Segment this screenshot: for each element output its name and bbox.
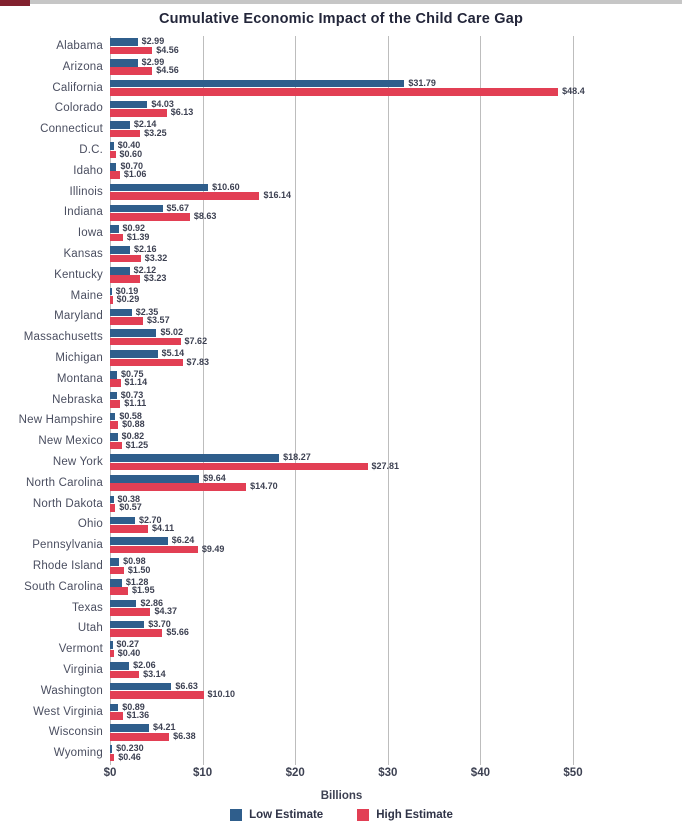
legend-item-high xyxy=(357,809,453,821)
x-axis-label: Billions xyxy=(320,790,363,802)
top-accent-bar xyxy=(0,0,682,4)
low-estimate-bar xyxy=(110,680,198,691)
high-estimate-bar xyxy=(110,127,167,138)
state-label: Wisconsin xyxy=(48,726,103,739)
low-estimate-bar xyxy=(110,264,157,275)
low-estimate-bar xyxy=(110,181,240,192)
state-bars xyxy=(110,473,573,494)
chart-row xyxy=(0,78,682,99)
high-value-label: $10.10 xyxy=(207,689,236,700)
low-value-label: $2.99 xyxy=(141,36,165,47)
low-value-label: $2.99 xyxy=(141,56,165,67)
low-value-label: $10.60 xyxy=(212,181,240,192)
high-estimate-bar xyxy=(110,294,140,305)
low-value-label: $2.70 xyxy=(139,514,162,525)
low-estimate-bar xyxy=(110,119,157,130)
high-estimate-bar xyxy=(110,211,217,222)
high-value-label: $0.57 xyxy=(119,502,142,513)
low-value-label: $31.79 xyxy=(408,77,436,88)
high-value-label: $1.50 xyxy=(127,564,151,575)
low-estimate-bar xyxy=(110,452,311,463)
x-tick-label: $10 xyxy=(193,767,213,779)
low-value-label: $0.230 xyxy=(116,743,144,754)
high-value-label: $0.40 xyxy=(117,647,141,658)
chart-row xyxy=(0,660,682,681)
chart-row xyxy=(0,598,682,619)
state-bars xyxy=(110,556,573,577)
high-estimate-bar xyxy=(110,543,225,554)
low-estimate-bar xyxy=(110,597,163,608)
x-tick-label: $20 xyxy=(285,767,305,779)
low-estimate-bar xyxy=(110,140,141,151)
state-label: Montana xyxy=(56,372,103,385)
low-estimate-bar xyxy=(110,348,185,359)
chart-row xyxy=(0,494,682,515)
state-bars xyxy=(110,681,573,702)
high-estimate-bar xyxy=(110,751,141,762)
low-estimate-bar xyxy=(110,431,145,442)
high-estimate-bar xyxy=(110,585,155,596)
high-estimate-bar xyxy=(110,107,194,118)
chart-row xyxy=(0,369,682,390)
low-estimate-bar xyxy=(110,36,165,47)
state-label: New Hampshire xyxy=(18,414,103,427)
state-label: Kentucky xyxy=(54,268,103,281)
high-value-label: $9.49 xyxy=(201,543,225,554)
low-value-label: $3.70 xyxy=(148,618,171,629)
low-estimate-bar xyxy=(110,160,143,171)
state-label: Kansas xyxy=(63,247,103,260)
state-bars xyxy=(110,743,573,764)
low-estimate-bar xyxy=(110,493,141,504)
low-value-label: $9.64 xyxy=(203,472,226,483)
high-value-label: $0.60 xyxy=(119,148,143,159)
high-value-label: $3.14 xyxy=(143,668,166,679)
high-value-label: $4.56 xyxy=(156,65,179,76)
chart-row xyxy=(0,140,682,161)
high-estimate-bar xyxy=(110,647,141,658)
high-estimate-bar xyxy=(110,523,175,534)
chart-row xyxy=(0,473,682,494)
low-value-label: $0.73 xyxy=(120,389,144,400)
chart-row xyxy=(0,743,682,764)
chart-row xyxy=(0,265,682,286)
low-estimate-bar xyxy=(110,327,184,338)
low-value-label: $0.89 xyxy=(122,701,145,712)
chart-row xyxy=(0,452,682,473)
high-estimate-bar xyxy=(110,169,147,180)
state-label: Indiana xyxy=(63,206,103,219)
legend-swatch-high xyxy=(357,809,369,821)
legend-label-high: High Estimate xyxy=(376,809,453,821)
high-value-label: $6.13 xyxy=(170,107,194,118)
state-label: Rhode Island xyxy=(32,559,103,572)
high-estimate-bar xyxy=(110,86,585,97)
state-bars xyxy=(110,639,573,660)
state-label: Massachusetts xyxy=(23,331,103,344)
low-estimate-bar xyxy=(110,285,139,296)
state-bars xyxy=(110,452,573,473)
low-estimate-bar xyxy=(110,660,156,671)
chart-row xyxy=(0,681,682,702)
high-estimate-bar xyxy=(110,44,179,55)
state-label: North Carolina xyxy=(26,476,103,489)
low-estimate-bar xyxy=(110,556,146,567)
high-estimate-bar xyxy=(110,315,170,326)
high-value-label: $1.39 xyxy=(126,231,150,242)
chart-row xyxy=(0,577,682,598)
legend-item-low xyxy=(230,809,323,821)
high-estimate-bar xyxy=(110,356,210,367)
low-estimate-bar xyxy=(110,576,149,587)
chart-row xyxy=(0,98,682,119)
state-label: Utah xyxy=(77,622,103,635)
state-label: Nebraska xyxy=(52,393,103,406)
high-value-label: $7.83 xyxy=(186,356,210,367)
state-label: New Mexico xyxy=(38,435,103,448)
low-estimate-bar xyxy=(110,306,159,317)
chart-row xyxy=(0,182,682,203)
low-estimate-bar xyxy=(110,223,146,234)
high-value-label: $7.62 xyxy=(184,335,208,346)
low-estimate-bar xyxy=(110,98,174,109)
high-estimate-bar xyxy=(110,273,167,284)
state-bars xyxy=(110,36,573,57)
high-value-label: $0.88 xyxy=(122,419,145,430)
low-value-label: $2.16 xyxy=(134,244,157,255)
high-value-label: $27.81 xyxy=(371,460,400,471)
state-bars xyxy=(110,98,573,119)
high-value-label: $1.36 xyxy=(126,710,150,721)
low-value-label: $4.03 xyxy=(151,98,174,109)
high-value-label: $6.38 xyxy=(173,730,196,741)
state-label: Ohio xyxy=(77,518,103,531)
high-estimate-bar xyxy=(110,398,147,409)
high-estimate-bar xyxy=(110,419,145,430)
state-label: Virginia xyxy=(63,663,103,676)
state-bars xyxy=(110,77,585,99)
state-label: Colorado xyxy=(54,102,103,115)
high-value-label: $3.32 xyxy=(144,252,168,263)
state-bars xyxy=(110,306,573,327)
high-estimate-bar xyxy=(110,190,291,201)
state-label: Vermont xyxy=(58,643,103,656)
low-value-label: $1.28 xyxy=(125,576,149,587)
high-value-label: $1.25 xyxy=(125,439,149,450)
chart-title: Cumulative Economic Impact of the Child Care Gap xyxy=(158,11,524,27)
state-bars xyxy=(110,348,573,369)
chart-row xyxy=(0,57,682,78)
high-estimate-bar xyxy=(110,668,166,679)
low-value-label: $0.40 xyxy=(117,140,141,151)
state-label: Maryland xyxy=(54,310,103,323)
state-bars xyxy=(110,702,573,723)
high-estimate-bar xyxy=(110,502,142,513)
state-bars xyxy=(110,535,573,556)
state-label: Alabama xyxy=(56,40,103,52)
low-estimate-bar xyxy=(110,472,226,483)
chart-row xyxy=(0,556,682,577)
state-label: West Virginia xyxy=(33,705,103,718)
chart-row xyxy=(0,410,682,431)
chart-rows xyxy=(0,36,682,764)
low-estimate-bar xyxy=(110,722,176,733)
chart-row xyxy=(0,286,682,307)
state-label: New York xyxy=(52,455,103,468)
chart-row xyxy=(0,36,682,57)
low-value-label: $0.92 xyxy=(122,223,146,234)
high-estimate-bar xyxy=(110,564,151,575)
state-label: Michigan xyxy=(55,351,103,364)
high-value-label: $4.37 xyxy=(154,606,177,617)
low-value-label: $0.70 xyxy=(120,160,143,171)
low-estimate-bar xyxy=(110,618,171,629)
high-estimate-bar xyxy=(110,481,278,492)
low-value-label: $0.98 xyxy=(123,556,146,567)
legend-label-low: Low Estimate xyxy=(249,809,324,821)
high-value-label: $16.14 xyxy=(263,190,291,201)
low-estimate-bar xyxy=(110,514,162,525)
high-estimate-bar xyxy=(110,710,150,721)
high-value-label: $1.14 xyxy=(124,377,148,388)
low-value-label: $2.14 xyxy=(133,119,157,130)
high-value-label: $3.23 xyxy=(143,273,167,284)
low-value-label: $0.27 xyxy=(116,639,140,650)
low-value-label: $5.14 xyxy=(161,348,185,359)
high-value-label: $1.11 xyxy=(124,398,147,409)
x-tick-label: $0 xyxy=(103,767,117,779)
high-estimate-bar xyxy=(110,377,148,388)
high-value-label: $1.95 xyxy=(132,585,155,596)
x-tick-label: $30 xyxy=(378,767,398,779)
low-estimate-bar xyxy=(110,639,140,650)
high-estimate-bar xyxy=(110,460,400,471)
state-label: North Dakota xyxy=(32,497,103,510)
low-value-label: $0.82 xyxy=(121,431,145,442)
high-estimate-bar xyxy=(110,627,189,637)
state-label: South Carolina xyxy=(24,580,103,593)
state-bars xyxy=(110,182,573,203)
state-label: Washington xyxy=(40,684,103,697)
low-value-label: $0.19 xyxy=(115,285,139,296)
x-tick-label: $40 xyxy=(470,767,490,779)
chart-row xyxy=(0,431,682,452)
chart-row xyxy=(0,618,682,639)
low-estimate-bar xyxy=(110,56,165,67)
low-value-label: $0.38 xyxy=(117,493,141,504)
high-estimate-bar xyxy=(110,689,236,700)
high-estimate-bar xyxy=(110,231,150,242)
state-label: Pennsylvania xyxy=(32,539,103,552)
state-bars xyxy=(110,119,573,140)
low-value-label: $5.67 xyxy=(166,202,190,213)
legend-swatch-low xyxy=(230,809,242,821)
chart-row xyxy=(0,306,682,327)
state-bars xyxy=(110,369,573,390)
state-label: Connecticut xyxy=(40,123,103,136)
high-value-label: $0.46 xyxy=(118,751,141,762)
chart-row xyxy=(0,244,682,265)
chart-row xyxy=(0,702,682,723)
high-value-label: $48.4 xyxy=(562,86,585,97)
high-estimate-bar xyxy=(110,606,177,617)
chart-row xyxy=(0,639,682,660)
state-bars xyxy=(110,618,573,639)
state-bars xyxy=(110,327,573,348)
low-estimate-bar xyxy=(110,389,144,400)
state-bars xyxy=(110,390,573,411)
chart-row xyxy=(0,223,682,244)
state-bars xyxy=(110,140,573,161)
low-estimate-bar xyxy=(110,244,157,255)
low-value-label: $2.86 xyxy=(140,597,163,608)
top-accent-red-mark xyxy=(0,0,30,6)
state-bars xyxy=(110,494,573,515)
high-value-label: $4.56 xyxy=(156,44,179,55)
low-estimate-bar xyxy=(110,202,190,213)
state-bars xyxy=(110,286,573,307)
high-value-label: $1.06 xyxy=(123,169,147,180)
chart-row xyxy=(0,161,682,182)
state-bars xyxy=(110,410,573,431)
state-label: Wyoming xyxy=(53,747,103,760)
low-value-label: $4.21 xyxy=(152,722,176,733)
low-value-label: $6.63 xyxy=(175,680,198,691)
low-value-label: $2.12 xyxy=(133,264,157,275)
chart-row xyxy=(0,202,682,223)
low-estimate-bar xyxy=(110,410,142,421)
state-bars xyxy=(110,660,573,681)
high-value-label: $5.66 xyxy=(166,627,189,637)
x-tick-label: $50 xyxy=(563,767,583,779)
state-bars xyxy=(110,161,573,182)
low-estimate-bar xyxy=(110,535,195,546)
state-label: Illinois xyxy=(69,185,103,198)
state-bars xyxy=(110,577,573,598)
low-value-label: $2.35 xyxy=(135,306,159,317)
state-label: Maine xyxy=(70,289,103,302)
low-estimate-bar xyxy=(110,701,145,712)
high-value-label: $0.29 xyxy=(116,294,140,305)
low-value-label: $2.06 xyxy=(133,660,156,671)
state-label: Texas xyxy=(71,601,103,614)
state-bars xyxy=(110,598,573,619)
chart-row xyxy=(0,327,682,348)
high-estimate-bar xyxy=(110,65,179,76)
low-estimate-bar xyxy=(110,77,436,88)
low-estimate-bar xyxy=(110,743,144,754)
chart-row xyxy=(0,119,682,140)
low-estimate-bar xyxy=(110,368,144,379)
high-estimate-bar xyxy=(110,148,143,159)
high-estimate-bar xyxy=(110,335,208,346)
state-bars xyxy=(110,202,573,223)
chart-row xyxy=(0,514,682,535)
chart-row xyxy=(0,535,682,556)
high-value-label: $8.63 xyxy=(193,211,217,222)
state-label: California xyxy=(52,81,103,94)
state-bars xyxy=(110,431,573,452)
low-value-label: $0.75 xyxy=(120,368,144,379)
state-bars xyxy=(110,57,573,78)
state-label: Arizona xyxy=(62,60,103,73)
high-value-label: $3.25 xyxy=(144,127,167,138)
high-value-label: $4.11 xyxy=(152,523,175,534)
low-value-label: $18.27 xyxy=(283,452,311,463)
state-label: Idaho xyxy=(73,164,103,177)
chart-row xyxy=(0,348,682,369)
state-bars xyxy=(110,514,573,535)
high-value-label: $3.57 xyxy=(147,315,170,326)
state-label: D.C. xyxy=(79,143,103,156)
high-estimate-bar xyxy=(110,439,149,450)
state-label: Iowa xyxy=(77,227,103,240)
state-bars xyxy=(110,244,573,265)
low-value-label: $6.24 xyxy=(171,535,195,546)
low-value-label: $0.58 xyxy=(119,410,142,421)
low-value-label: $5.02 xyxy=(160,327,184,338)
chart-row xyxy=(0,390,682,411)
state-bars xyxy=(110,265,573,286)
high-value-label: $14.70 xyxy=(250,481,278,492)
high-estimate-bar xyxy=(110,252,168,263)
state-bars xyxy=(110,722,573,743)
chart-row xyxy=(0,722,682,743)
state-bars xyxy=(110,223,573,244)
x-axis xyxy=(103,767,583,781)
legend xyxy=(110,809,573,821)
high-estimate-bar xyxy=(110,730,196,741)
